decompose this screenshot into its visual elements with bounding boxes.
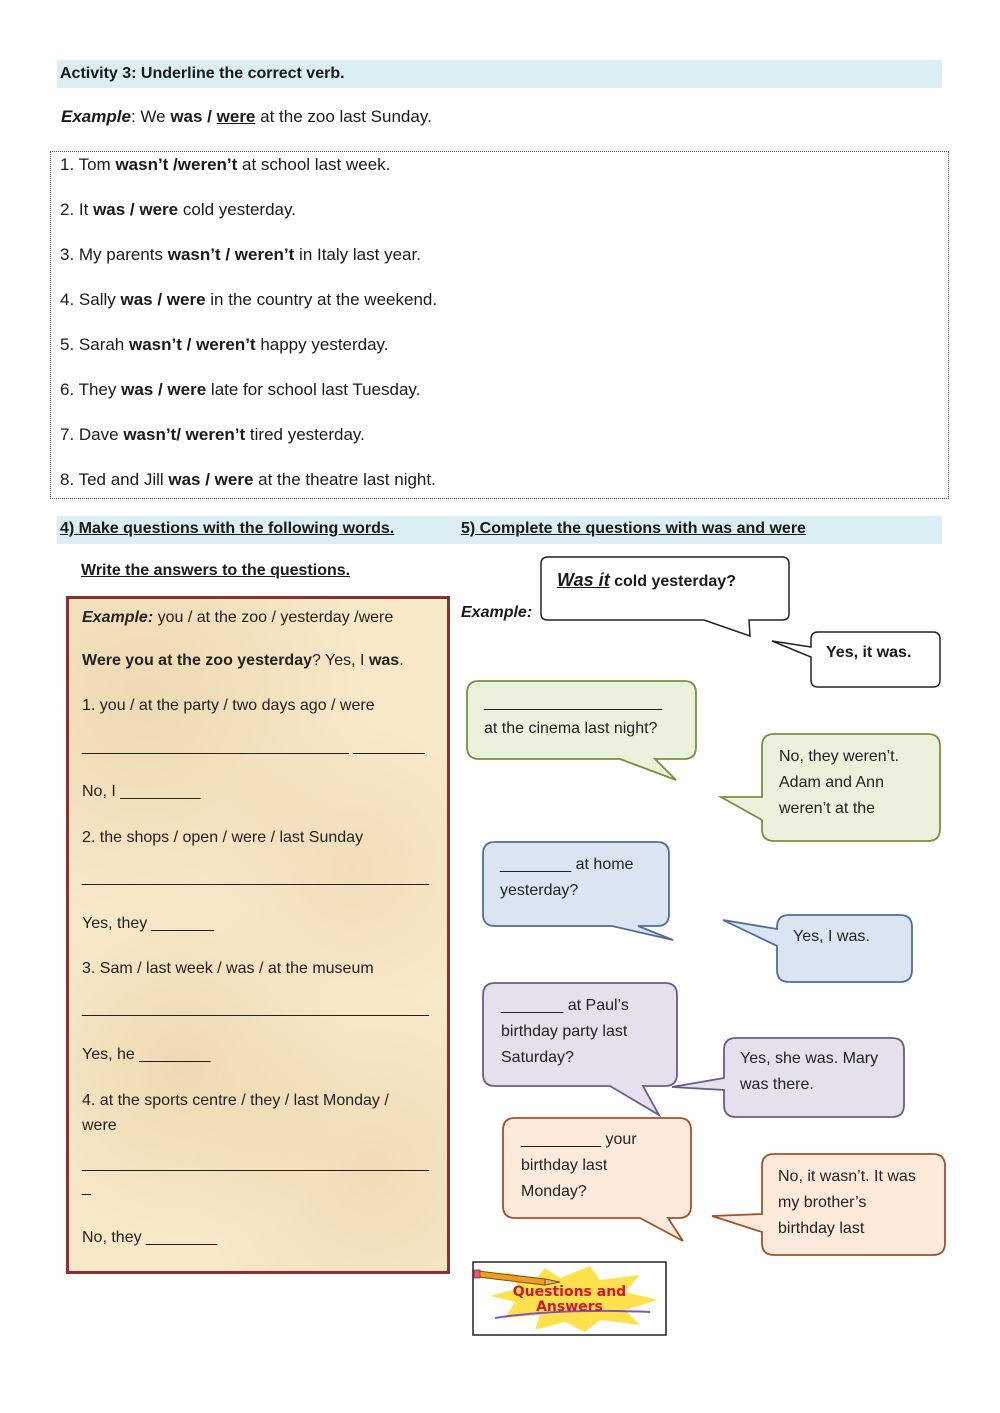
purple-answer-line1: Yes, she was. Mary bbox=[740, 1050, 879, 1067]
section4-example-words: Example: you / at the zoo / yesterday /were bbox=[82, 609, 394, 626]
peach-answer-line2: my brother’s bbox=[778, 1194, 867, 1211]
green-answer-line2: Adam and Ann bbox=[779, 774, 884, 791]
example-question-bubble bbox=[541, 557, 789, 636]
purple-question-line2: birthday party last bbox=[501, 1023, 628, 1040]
activity3-item-6[interactable]: 6. They was / were late for school last Tuesday. bbox=[60, 380, 421, 399]
section4-q3: 3. Sam / last week / was / at the museum bbox=[82, 960, 374, 977]
section5-example-label: Example: bbox=[461, 604, 533, 621]
purple-question-line3: Saturday? bbox=[501, 1049, 574, 1066]
section4-title: 4) Make questions with the following words. bbox=[60, 520, 395, 537]
section4-subtitle: Write the answers to the questions. bbox=[81, 562, 351, 579]
section4-q4-line1: 4. at the sports centre / they / last Monday / bbox=[82, 1092, 389, 1109]
blue-question-text bbox=[500, 852, 633, 904]
purple-question-line1[interactable]: _______ at Paul’s bbox=[501, 997, 629, 1014]
purple-answer-line2: was there. bbox=[740, 1076, 814, 1093]
logo-text bbox=[473, 1285, 666, 1315]
example-answer-text: Yes, it was. bbox=[826, 644, 912, 661]
logo-line1: Questions and bbox=[512, 1284, 627, 1300]
section4-q1-blank[interactable]: ______________________________ ________ bbox=[82, 738, 425, 755]
peach-answer-line1: No, it wasn’t. It was bbox=[778, 1168, 916, 1185]
section4-q3-blank[interactable]: _______________________________________ bbox=[82, 1000, 430, 1017]
peach-question-text bbox=[521, 1127, 637, 1205]
example-question-text: Was it cold yesterday? bbox=[557, 570, 736, 590]
section4-q4-tail: _ bbox=[82, 1179, 91, 1196]
green-question-blank[interactable]: ____________________ bbox=[484, 694, 662, 711]
activity3-item-3[interactable]: 3. My parents wasn’t / weren’t in Italy last year. bbox=[60, 245, 421, 264]
section5-title: 5) Complete the questions with was and were bbox=[461, 520, 806, 537]
blue-question-line2: yesterday? bbox=[500, 882, 579, 899]
activity3-item-4[interactable]: 4. Sally was / were in the country at the weekend. bbox=[60, 290, 438, 309]
purple-question-text bbox=[501, 993, 629, 1071]
blue-question-line1[interactable]: ________ at home bbox=[500, 856, 634, 873]
green-answer-text bbox=[779, 744, 935, 832]
section4-q1: 1. you / at the party / two days ago / were bbox=[82, 697, 375, 714]
activity3-item-1[interactable]: 1. Tom wasn’t /weren’t at school last week. bbox=[60, 155, 391, 174]
section4-q2: 2. the shops / open / were / last Sunday bbox=[82, 829, 364, 846]
activity3-item-8[interactable]: 8. Ted and Jill was / were at the theatre last night. bbox=[60, 470, 436, 489]
activity3-item-2[interactable]: 2. It was / were cold yesterday. bbox=[60, 200, 296, 219]
activity3-item-7[interactable]: 7. Dave wasn’t/ weren’t tired yesterday. bbox=[60, 425, 365, 444]
section4-a1[interactable]: No, I _________ bbox=[82, 783, 201, 800]
green-answer-line3: weren’t at the bbox=[779, 800, 876, 817]
blue-answer-text: Yes, I was. bbox=[793, 928, 870, 945]
section4-q4-blank[interactable]: _______________________________________ bbox=[82, 1155, 430, 1172]
activity3-title: Activity 3: Underline the correct verb. bbox=[60, 65, 345, 82]
peach-question-line3: Monday? bbox=[521, 1183, 587, 1200]
purple-answer-text bbox=[740, 1046, 878, 1098]
green-question-line2: at the cinema last night? bbox=[484, 720, 658, 737]
activity3-example: Example: We was / were at the zoo last Sunday. bbox=[61, 107, 432, 126]
section4-q4-line2: were bbox=[82, 1117, 117, 1134]
logo-line2: Answers bbox=[536, 1299, 603, 1315]
section4-example-answer: Were you at the zoo yesterday? Yes, I was. bbox=[82, 652, 404, 669]
peach-question-line2: birthday last bbox=[521, 1157, 608, 1174]
green-answer-line1: No, they weren’t. bbox=[779, 748, 900, 765]
section4-a3[interactable]: Yes, he ________ bbox=[82, 1046, 211, 1063]
peach-answer-text bbox=[778, 1164, 916, 1242]
section4-a4[interactable]: No, they ________ bbox=[82, 1229, 218, 1246]
section4-q2-blank[interactable]: _______________________________________ bbox=[82, 869, 430, 886]
section4-a2[interactable]: Yes, they _______ bbox=[82, 915, 214, 932]
peach-question-line1[interactable]: _________ your bbox=[521, 1131, 637, 1148]
peach-answer-line3: birthday last bbox=[778, 1220, 865, 1237]
green-question-text bbox=[484, 690, 662, 742]
activity3-item-5[interactable]: 5. Sarah wasn’t / weren’t happy yesterday. bbox=[60, 335, 389, 354]
